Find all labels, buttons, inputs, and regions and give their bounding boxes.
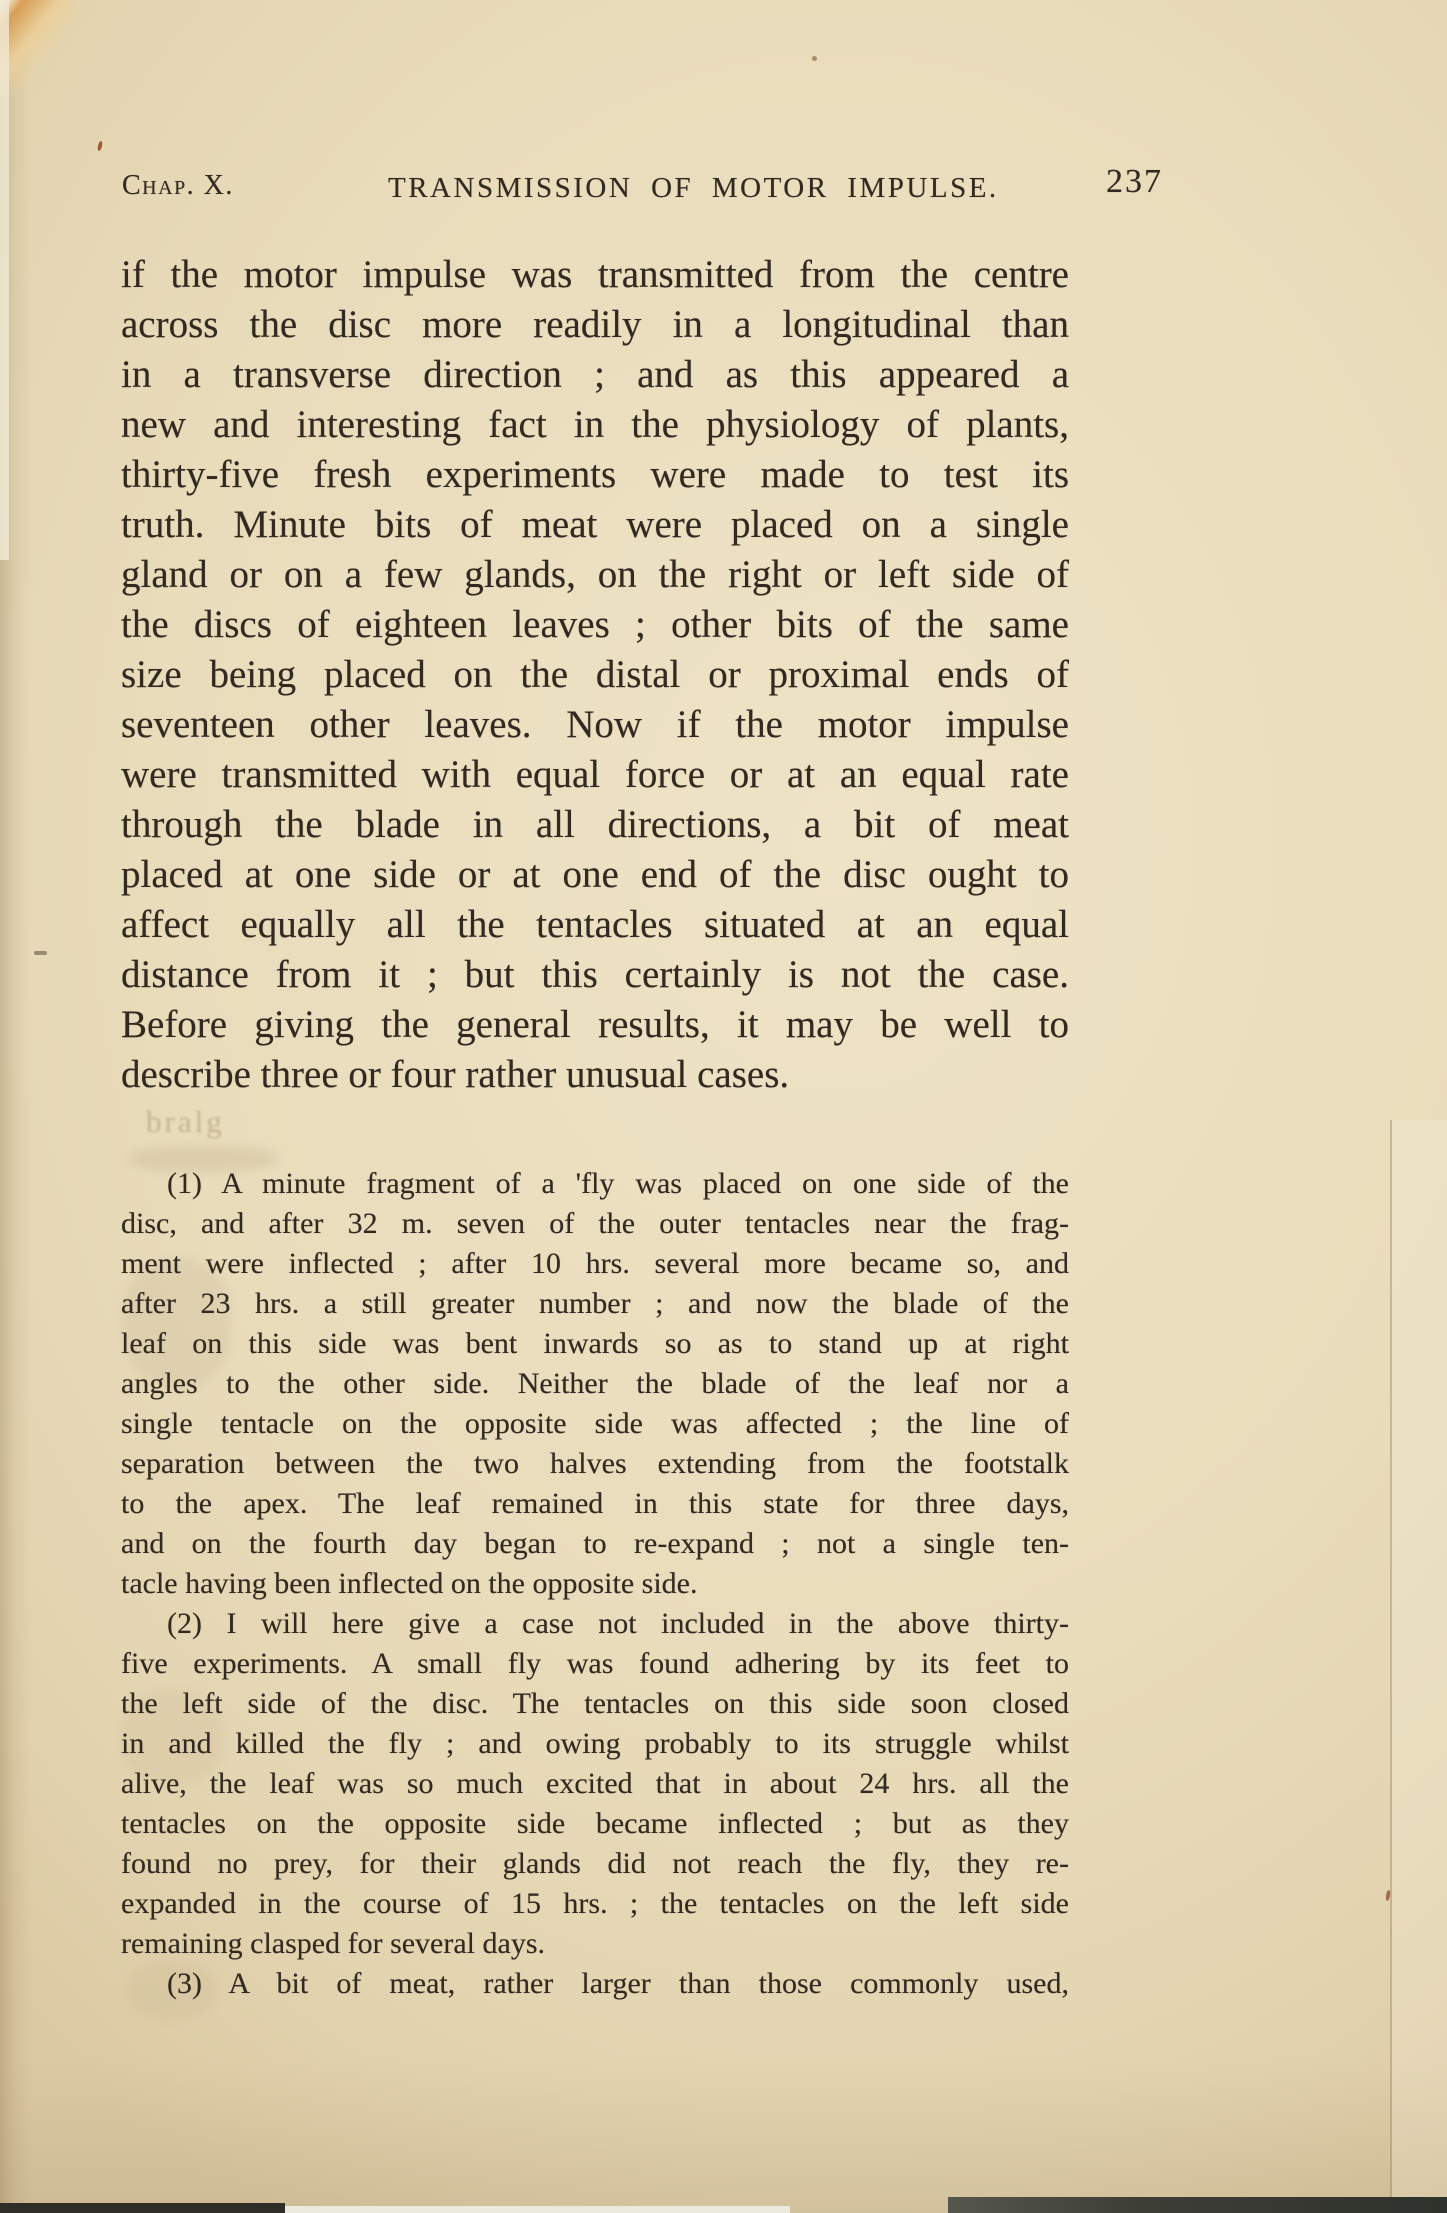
ink-showthrough-text: bralg [146,1104,225,1139]
scan-bottom-edge-left [0,2203,285,2213]
text-line: in and killed the fly ; and owing probably to its struggle whilst [121,1727,1069,1760]
paragraph [121,1604,1069,1964]
text-line: found no prey, for their glands did not reach the fly, they re- [121,1847,1069,1880]
paragraph [121,1164,1069,1604]
text-line: placed at one side or at one end of the disc ought to [121,853,1069,896]
text-line: gland or on a few glands, on the right or left side of [121,553,1069,596]
text-line: (2) I will here give a case not included in the above thirty- [167,1607,1069,1640]
scan-left-backing [0,0,9,560]
text-line: remaining clasped for several days. [121,1927,545,1960]
body-text [121,250,1069,2004]
running-title: TRANSMISSION OF MOTOR IMPULSE. [388,172,999,204]
page-right-edge-highlight [1392,1120,1447,2213]
text-line: disc, and after 32 m. seven of the outer tentacles near the frag- [121,1207,1069,1240]
page-number: 237 [1106,163,1163,200]
text-line: ment were inflected ; after 10 hrs. several more became so, and [121,1247,1069,1280]
text-line: size being placed on the distal or proximal ends of [121,653,1069,696]
scan-bottom-edge-middle [285,2206,790,2213]
text-line: five experiments. A small fly was found adhering by its feet to [121,1647,1069,1680]
text-line: new and interesting fact in the physiology of plants, [121,403,1069,446]
text-line: single tentacle on the opposite side was affected ; the line of [121,1407,1069,1440]
text-line: separation between the two halves extending from the footstalk [121,1447,1069,1480]
text-line: tacle having been inflected on the opposite side. [121,1567,698,1600]
scan-bottom-edge-right [948,2197,1447,2213]
text-line: tentacles on the opposite side became inflected ; but as they [121,1807,1069,1840]
text-line: Before giving the general results, it may be well to [121,1003,1069,1046]
paper-speck [97,141,103,152]
text-line: through the blade in all directions, a bit of meat [121,803,1069,846]
text-line: in a transverse direction ; and as this appeared a [121,353,1069,396]
text-line: alive, the leaf was so much excited that in about 24 hrs. all the [121,1767,1069,1800]
text-line: across the disc more readily in a longitudinal than [121,303,1069,346]
text-line: expanded in the course of 15 hrs. ; the tentacles on the left side [121,1887,1069,1920]
text-line: to the apex. The leaf remained in this state for three days, [121,1487,1069,1520]
paper-speck [812,56,817,61]
paper-speck [34,951,47,955]
page-corner-curl [0,0,74,96]
chapter-label: Chap. X. [122,170,234,201]
text-line: distance from it ; but this certainly is not the case. [121,953,1069,996]
text-line: angles to the other side. Neither the blade of the leaf nor a [121,1367,1069,1400]
text-line: the discs of eighteen leaves ; other bits of the same [121,603,1069,646]
text-line: (3) A bit of meat, rather larger than those commonly used, [167,1967,1069,2000]
paragraph [121,250,1069,1100]
text-line: after 23 hrs. a still greater number ; and now the blade of the [121,1287,1069,1320]
text-line: affect equally all the tentacles situated at an equal [121,903,1069,946]
text-line: seventeen other leaves. Now if the motor impulse [121,703,1069,746]
paragraph [121,1964,1069,2004]
text-line: the left side of the disc. The tentacles on this side soon closed [121,1687,1069,1720]
text-line: leaf on this side was bent inwards so as to stand up at right [121,1327,1069,1360]
text-line: truth. Minute bits of meat were placed on a single [121,503,1069,546]
text-line: and on the fourth day began to re-expand ; not a single ten- [121,1527,1069,1560]
text-line: thirty-five fresh experiments were made to test its [121,453,1069,496]
text-line: (1) A minute fragment of a 'fly was placed on one side of the [167,1167,1069,1200]
text-line: describe three or four rather unusual cases. [121,1053,790,1096]
text-line: if the motor impulse was transmitted from the centre [121,253,1069,296]
text-line: were transmitted with equal force or at an equal rate [121,753,1069,796]
